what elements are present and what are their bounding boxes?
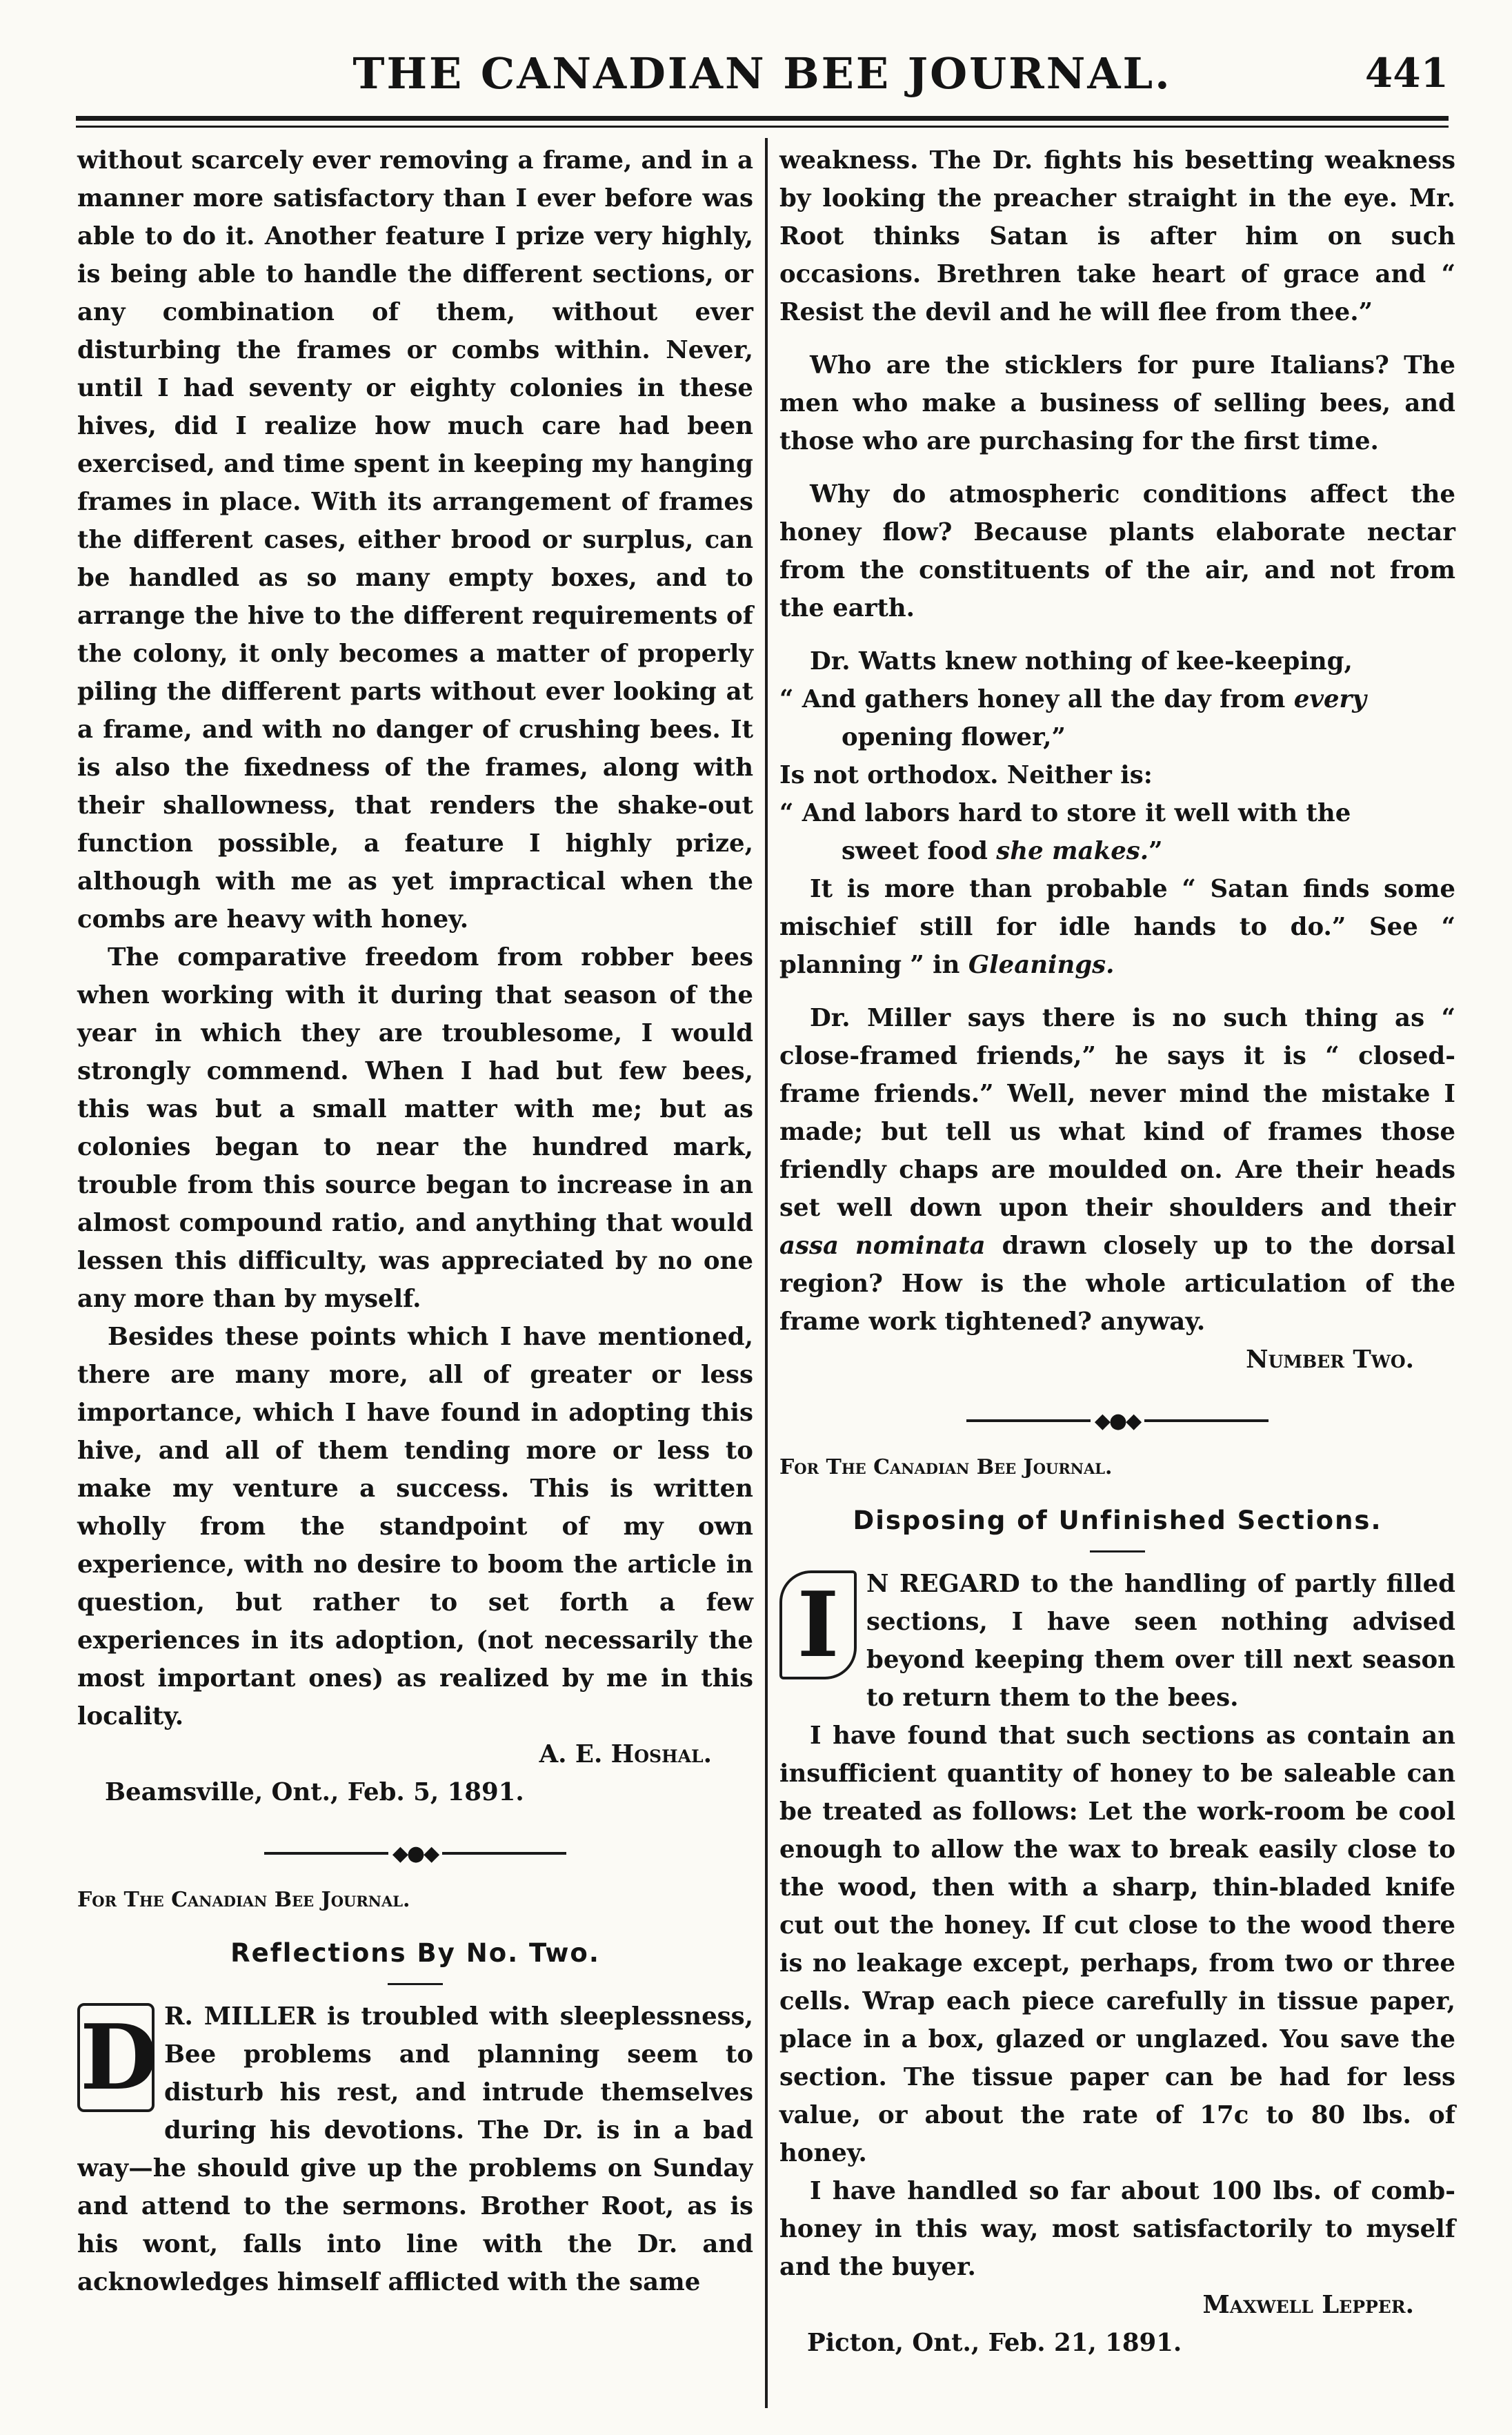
author-signature: Number Two.	[1246, 1345, 1414, 1374]
satan-paragraph	[779, 870, 1455, 984]
quote-continuation: opening flower,”	[842, 723, 1066, 751]
title-rule	[388, 1983, 443, 1985]
section-title: Disposing of Unfinished Sections.	[853, 1505, 1382, 1535]
quote-close: ”	[1148, 837, 1163, 865]
header-rule-thin	[76, 126, 1449, 128]
continued-paragraph: weakness. The Dr. fights his besetting weakness by looking the preacher straight in the eye. Mr. Root thinks Satan is after him on such occasions. Brethren take heart of grace and “ Resist the devil and he will flee from thee.”	[779, 146, 1455, 326]
paragraph-text: Dr. Miller says there is no such thing as “ close-framed friends,” he says it is “ closed-frame friends.” Well, never mind the mistake I made; but tell us what kind of frames those friendly chaps are moulded on. Are their heads set well down upon their shoulders and their	[779, 1004, 1455, 1222]
quote-continuation	[779, 832, 1455, 870]
paragraph-text: drawn closely up to the dorsal region? How is the whole articulation of the frame work tightened? anyway.	[779, 1232, 1455, 1336]
italians-paragraph: Who are the sticklers for pure Italians? The men who make a business of selling bees, and those who are purchasing for the first time.	[779, 351, 1455, 455]
disposing-paragraph	[779, 1565, 1455, 1717]
section-title: Reflections By No. Two.	[230, 1938, 600, 1968]
right-column	[779, 141, 1455, 2398]
for-journal-line: For The Canadian Bee Journal.	[779, 1455, 1113, 1479]
disposing-text: N REGARD to the handling of partly filled sections, I have seen nothing advised beyond keeping them over till next season to return them to the bees.	[866, 1569, 1455, 1712]
handled-paragraph: I have handled so far about 100 lbs. of comb-honey in this way, most satisfactorily to myself and the buyer.	[779, 2176, 1455, 2281]
paragraph-text: It is more than probable “ Satan finds some mischief still for idle hands to do.” See “ planning ” in	[779, 875, 1455, 979]
treatment-paragraph: I have found that such sections as contain an insufficient quantity of honey to be saleable can be treated as follows: Let the work-room be cool enough to allow the wax to break easily close to the wood, then with a sharp, thin-bladed knife cut out the honey. If cut close to the wood there is no leakage except, perhaps, from two or three cells. Wrap each piece carefully in tissue paper, place in a box, glazed or unglazed. You save the section. The tissue paper can be had for less value, or about the rate of 17c to 80 lbs. of honey.	[779, 1721, 1455, 2167]
header-rule-thick	[76, 116, 1449, 121]
title-rule	[1090, 1550, 1145, 1552]
quote-line	[779, 680, 1455, 718]
quote-line: “ And labors hard to store it well with the	[779, 799, 1351, 827]
dateline: Beamsville, Ont., Feb. 5, 1891.	[105, 1778, 524, 1806]
miller-paragraph	[779, 999, 1455, 1341]
author-signature: A. E. Hoshal.	[539, 1740, 712, 1768]
not-orthodox-line: Is not orthodox. Neither is:	[779, 761, 1153, 789]
watts-intro: Dr. Watts knew nothing of kee-keeping,	[810, 647, 1353, 676]
drop-cap: D	[77, 2003, 155, 2112]
robber-bees-paragraph: The comparative freedom from robber bees when working with it during that season of the year in which they are troublesome, I would strongly commend. When I had but few bees, this was but a small matter with me; but as colonies began to near the hundred mark, trouble from this source began to increase in an almost compound ratio, and anything that would lessen this difficulty, was appreciated by no one any more than by myself.	[77, 943, 753, 1313]
quote-emphasis: she makes.	[996, 837, 1149, 865]
section-ornament: ◆●◆	[77, 1833, 753, 1873]
paragraph-emphasis: Gleanings.	[968, 951, 1115, 979]
running-title: THE CANADIAN BEE JOURNAL.	[352, 48, 1172, 99]
atmospheric-paragraph: Why do atmospheric conditions affect the honey flow? Because plants elaborate nectar from the constituents of the air, and not from the earth.	[779, 480, 1455, 622]
closing-paragraph: Besides these points which I have mentioned, there are many more, all of greater or less importance, which I have found in adopting this hive, and all of them tending more or less to make my venture a success. This is written wholly from the standpoint of my own experience, with no desire to boom the article in question, but rather to set forth a few experiences in its adoption, (not necessarily the most important ones) as realized by me in this locality.	[77, 1323, 753, 1731]
column-divider	[765, 138, 768, 2408]
for-journal-line: For The Canadian Bee Journal.	[77, 1887, 410, 1912]
section-ornament: ◆●◆	[779, 1401, 1455, 1440]
page-number: 441	[1364, 50, 1449, 97]
reflections-text: R. MILLER is troubled with sleeplessness, Bee problems and planning seem to disturb his rest, and intrude themselves during his devotions. The Dr. is in a bad way—he should give up the problems on Sunday and attend to the sermons. Brother Root, as is his wont, falls into line with the Dr. and acknowledges himself afflicted with the same	[77, 2002, 753, 2296]
drop-cap: I	[779, 1570, 857, 1679]
quote-text: “ And gathers honey all the day from	[779, 685, 1286, 713]
left-column	[77, 141, 753, 2398]
quote-emphasis: every	[1293, 685, 1366, 713]
reflections-paragraph	[77, 1998, 753, 2301]
author-signature: Maxwell Lepper.	[1202, 2290, 1414, 2319]
paragraph-emphasis: assa nominata	[779, 1232, 986, 1260]
continued-paragraph: without scarcely ever removing a frame, and in a manner more satisfactory than I ever before was able to do it. Another feature I prize very highly, is being able to handle the different sections, or any combination of them, without ever disturbing the frames or combs within. Never, until I had seventy or eighty colonies in these hives, did I realize how much care had been exercised, and time spent in keeping my hanging frames in place. With its arrangement of frames the different cases, either brood or surplus, can be handled as so many empty boxes, and to arrange the hive to the different requirements of the colony, it only becomes a matter of properly piling the different parts without ever looking at a frame, and with no danger of crushing bees. It is also the fixedness of the frames, along with their shallowness, that renders the shake-out function possible, a feature I highly prize, although with me as yet impractical when the combs are heavy with honey.	[77, 146, 753, 934]
quote-text: sweet food	[842, 837, 988, 865]
dateline: Picton, Ont., Feb. 21, 1891.	[807, 2328, 1182, 2357]
